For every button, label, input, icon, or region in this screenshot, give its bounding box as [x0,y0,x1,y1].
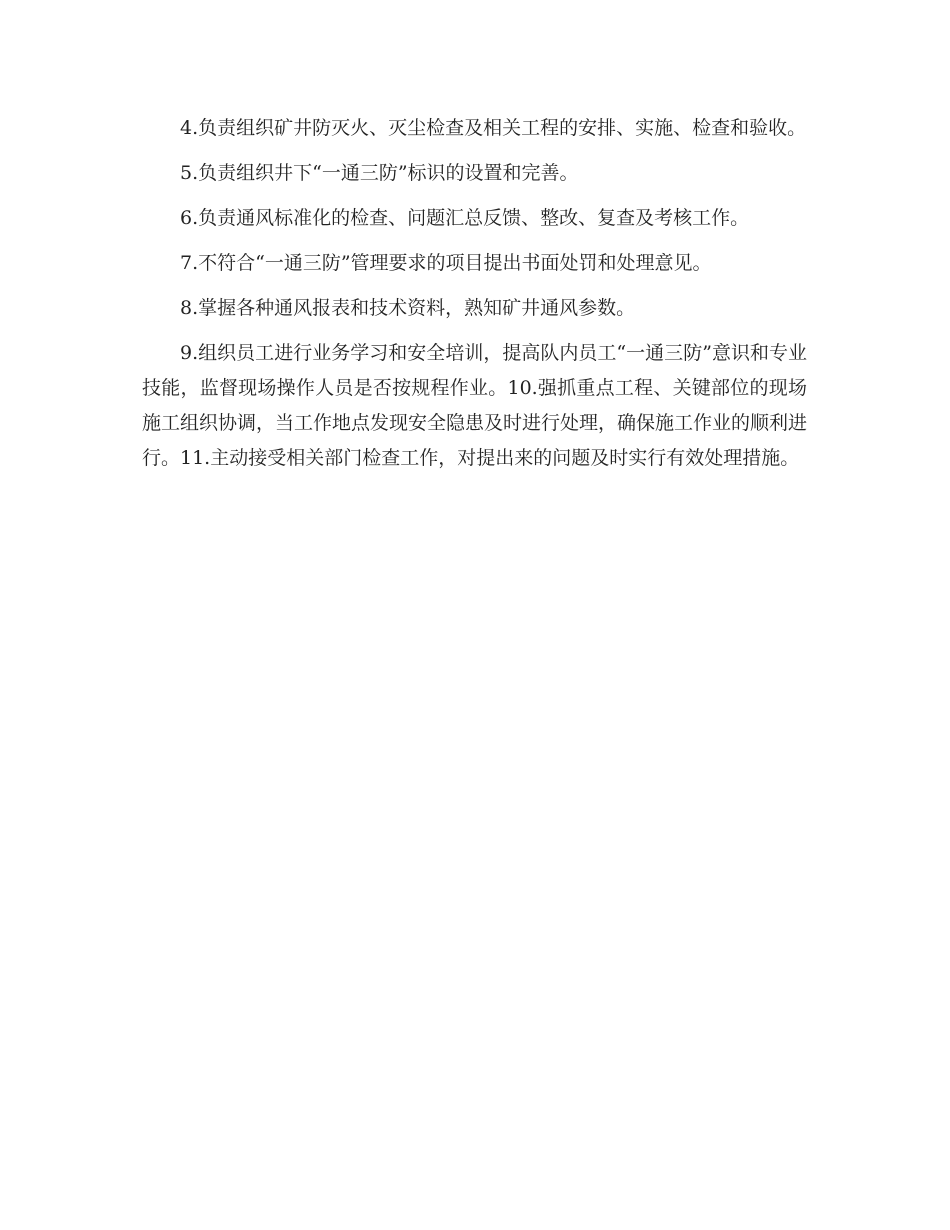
paragraph-4: 4.负责组织矿井防灭火、灭尘检查及相关工程的安排、实施、检查和验收。 [180,117,807,139]
paragraph-5: 5.负责组织井下“一通三防”标识的设置和完善。 [180,162,579,184]
paragraph-8: 8.掌握各种通风报表和技术资料，熟知矿井通风参数。 [180,297,636,319]
paragraph-7: 7.不符合“一通三防”管理要求的项目提出书面处罚和处理意见。 [180,252,712,274]
paragraph-9-11: 9.组织员工进行业务学习和安全培训，提高队内员工“一通三防”意识和专业技能，监督现场操作人员是否按规程作业。10.强抓重点工程、关键部位的现场施工组织协调，当工作地点发现安全隐患及时进行处理，确保施工作业的顺利进行。11.主动接受相关部门检查工作，对提出来的问题及时实行有效处理措施。 [142,342,808,469]
document-body [142,111,807,486]
paragraph-6: 6.负责通风标准化的检查、问题汇总反馈、整改、复查及考核工作。 [180,207,750,229]
